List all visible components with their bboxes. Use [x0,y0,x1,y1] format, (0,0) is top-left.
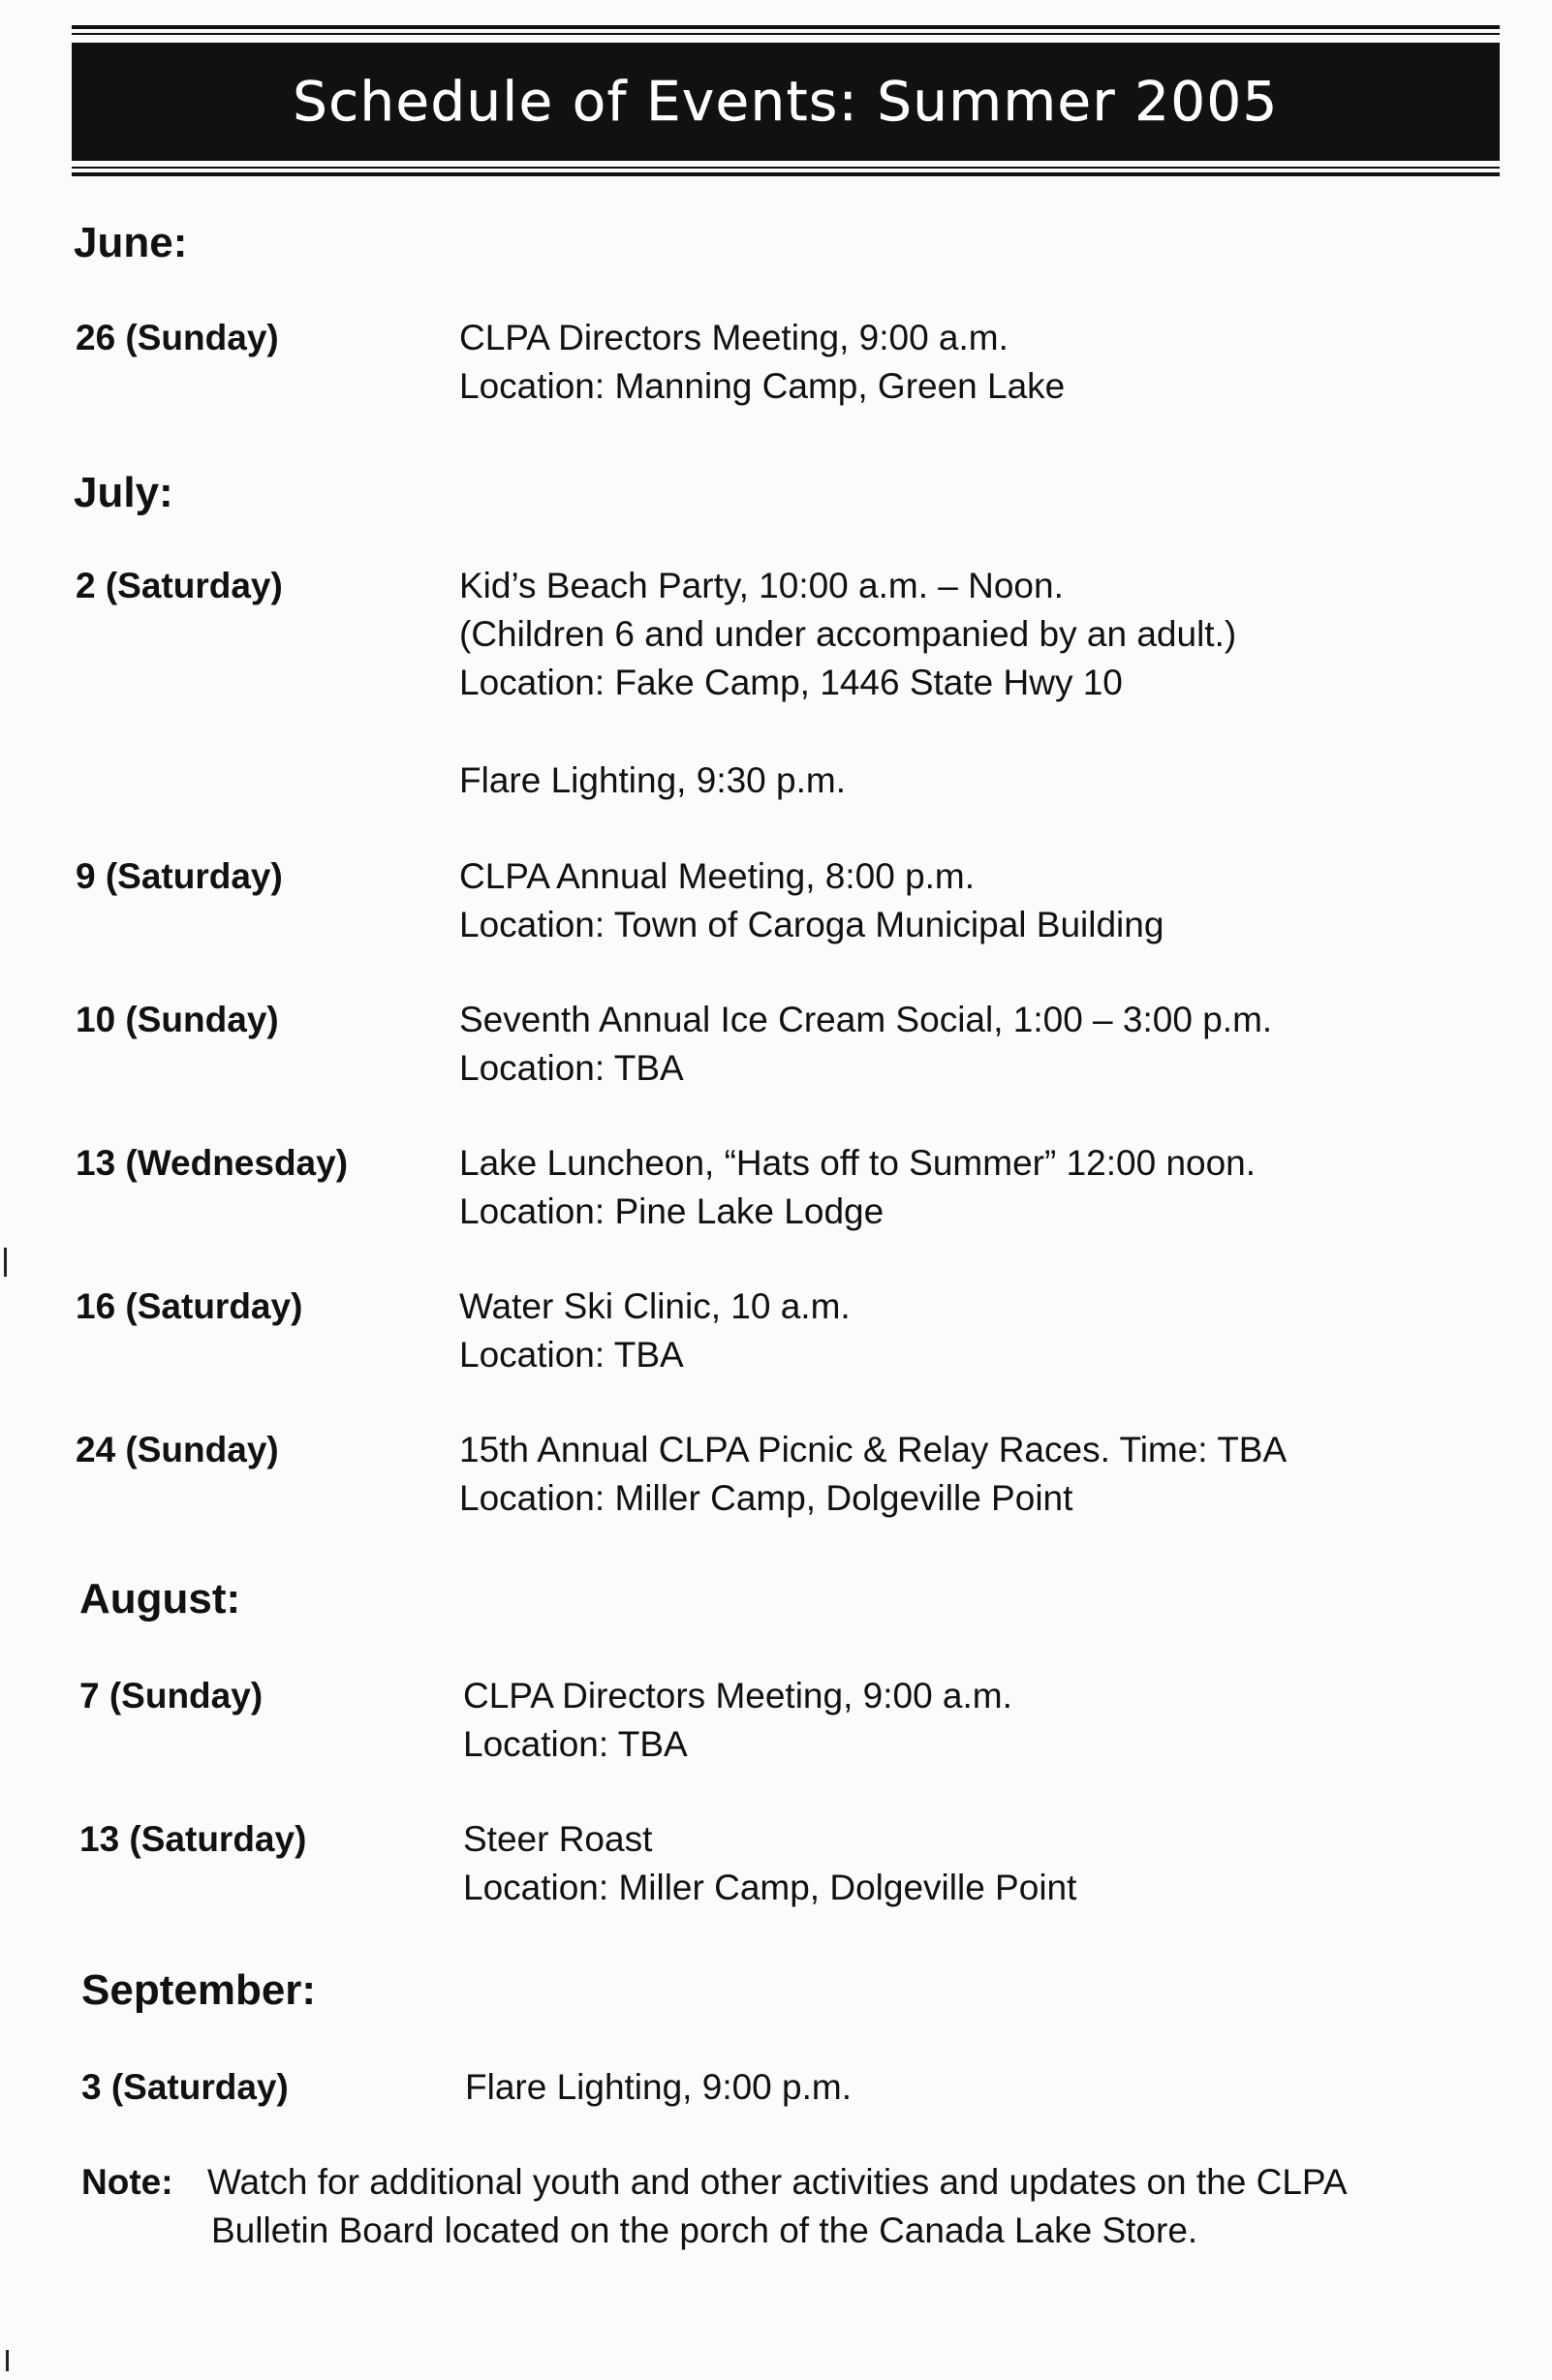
month-heading-july: July: [74,469,173,516]
event-location: Location: Miller Camp, Dolgeville Point [459,1478,1073,1518]
month-heading-june: June: [74,219,188,266]
note-text [207,2158,1552,2255]
event-details [463,1672,1012,1769]
note-line: Bulletin Board located on the porch of the Canada Lake Store. [211,2210,1198,2250]
title-banner [72,43,1500,161]
top-rule [72,25,1500,29]
note-label: Note: [81,2162,173,2202]
month-heading-august: August: [79,1575,241,1623]
event-date: 3 (Saturday) [81,2067,289,2107]
event-details [459,1426,1287,1523]
event-location: Location: Pine Lake Lodge [459,1191,885,1231]
bottom-rule-thin [72,167,1500,169]
scan-mark [4,1248,7,1277]
event-title: Steer Roast [463,1819,653,1859]
event-date: 13 (Saturday) [79,1819,307,1859]
event-title: 15th Annual CLPA Picnic & Relay Races. Time: TBA [459,1430,1288,1469]
event-location: Location: Town of Caroga Municipal Building [459,905,1164,944]
scan-mark [6,2350,9,2371]
event-title: CLPA Directors Meeting, 9:00 a.m. [463,1676,1012,1715]
event-title: Lake Luncheon, “Hats off to Summer” 12:00 noon. [459,1143,1257,1183]
event-details [459,562,1236,707]
event-title: Water Ski Clinic, 10 a.m. [459,1286,851,1326]
event-date: 24 (Sunday) [76,1430,279,1469]
event-location: Location: Manning Camp, Green Lake [459,366,1066,406]
event-details [459,996,1272,1093]
event-location: Location: TBA [459,1335,684,1375]
event-date: 16 (Saturday) [76,1286,303,1326]
event-title: Flare Lighting, 9:00 p.m. [465,2067,852,2107]
event-title: Seventh Annual Ice Cream Social, 1:00 – 3:00 p.m. [459,1000,1273,1039]
event-details [465,2063,852,2112]
event-title: Flare Lighting, 9:30 p.m. [459,760,846,800]
event-location: Location: TBA [463,1724,688,1764]
event-location: Location: Fake Camp, 1446 State Hwy 10 [459,663,1123,702]
top-rule-thin [72,33,1500,35]
event-date: 13 (Wednesday) [76,1143,349,1183]
event-details [459,1283,851,1379]
event-date: 2 (Saturday) [76,566,283,605]
page-title: Schedule of Events: Summer 2005 [293,70,1279,134]
event-location: Location: TBA [459,1048,684,1088]
event-location: Location: Miller Camp, Dolgeville Point [463,1868,1077,1907]
event-date: 7 (Sunday) [79,1676,264,1715]
event-date: 9 (Saturday) [76,856,283,896]
event-details [459,852,1164,949]
event-title: Kid’s Beach Party, 10:00 a.m. – Noon. [459,566,1064,605]
event-title: CLPA Annual Meeting, 8:00 p.m. [459,856,976,896]
event-title: CLPA Directors Meeting, 9:00 a.m. [459,318,1009,357]
event-details [459,1139,1256,1236]
month-heading-september: September: [81,1966,317,2014]
note-line: Watch for additional youth and other activities and updates on the CLPA [207,2162,1348,2202]
bottom-rule [72,172,1500,176]
event-details [459,314,1065,411]
event-details [463,1815,1076,1912]
event-date: 26 (Sunday) [76,318,279,357]
event-details [459,757,846,805]
event-date: 10 (Sunday) [76,1000,279,1039]
event-note: (Children 6 and under accompanied by an adult.) [459,614,1237,654]
